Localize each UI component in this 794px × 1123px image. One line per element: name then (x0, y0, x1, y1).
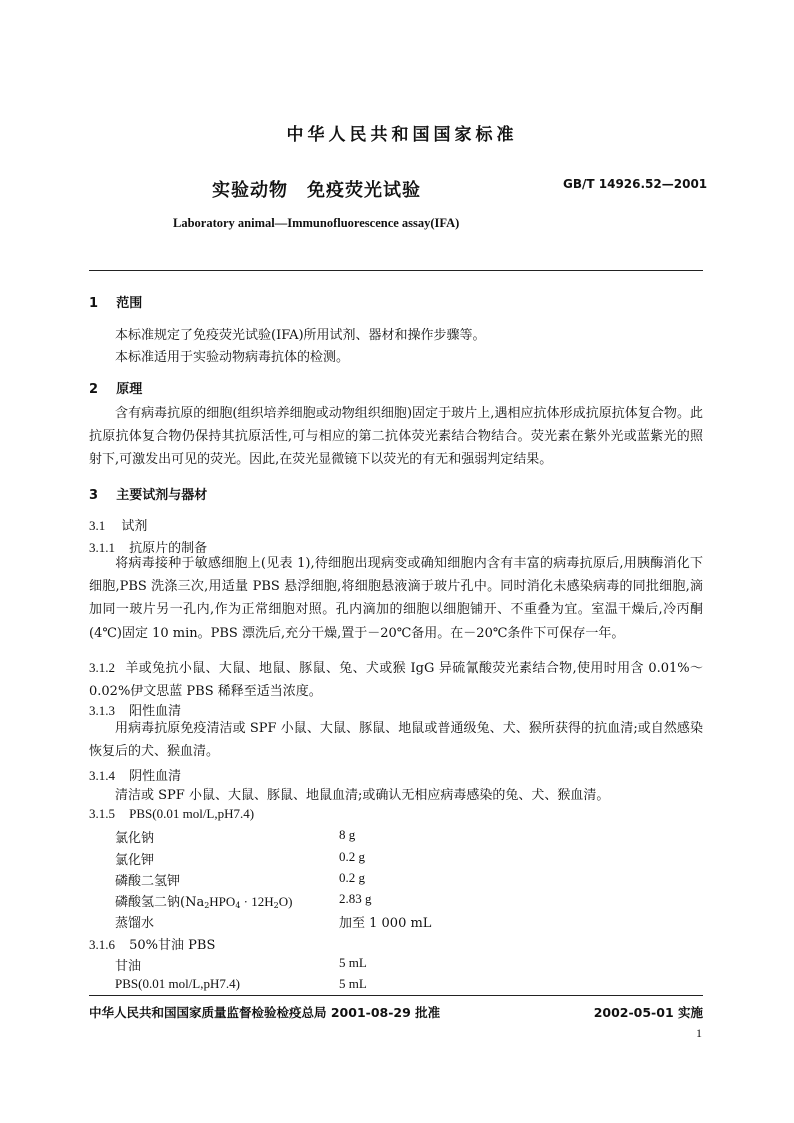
section-3-heading (89, 484, 207, 503)
recipe-item: 磷酸二氢钾 (115, 874, 181, 889)
document-title: 实验动物 免疫荧光试验 (212, 180, 421, 201)
recipe-amount: 0.2 g (339, 849, 365, 864)
page-number: 1 (696, 1026, 702, 1040)
recipe-amount: 2.83 g (339, 891, 372, 906)
clause-3-1-5: 3.1.5 PBS(0.01 mol/L,pH7.4) (89, 806, 255, 821)
english-title: Laboratory animal—Immunofluorescence assay(IFA) (173, 216, 460, 230)
section-1-paragraph: 本标准适用于实验动物病毒抗体的检测。 (115, 350, 350, 365)
clause-3-1-1: 3.1.1 抗原片的制备 (89, 540, 208, 556)
effective-date: 2002-05-01 实施 (593, 1005, 703, 1020)
clause-3-1-4: 3.1.4 阴性血清 (89, 768, 182, 784)
clause-3-1-3: 3.1.3 阳性血清 (89, 703, 182, 719)
section-number: 1 (89, 296, 99, 311)
recipe-item: 氯化钠 (115, 831, 155, 846)
recipe-item: 氯化钾 (115, 853, 155, 868)
issuer-approval: 中华人民共和国国家质量监督检验检疫总局 2001-08-29 批准 (89, 1005, 441, 1020)
recipe-amount: 5 mL (339, 976, 367, 991)
recipe-amount: 加至 1 000 mL (339, 916, 432, 931)
clause-3-1-1-paragraph: 将病毒接种于敏感细胞上(见表 1),待细胞出现病变或确知细胞内含有丰富的病毒抗原后,用胰酶消化下细胞,PBS 洗涤三次,用适量 PBS 悬浮细胞,将细胞悬液滴于玻片孔中。同时消化未感染病毒的同批细胞,滴加同一玻片另一孔内,作为正常细胞对照。孔内滴加的细胞以细胞铺开、不重叠为宜。室温干燥后,冷丙酮(4℃)固定 10 min。PBS 漂洗后,充分干燥,置于－20℃备用。在－20℃条件下可保存一年。 (89, 556, 703, 641)
standard-org: 中华人民共和国国家标准 (286, 125, 518, 145)
clause-3-1-3-paragraph: 用病毒抗原免疫清洁或 SPF 小鼠、大鼠、豚鼠、地鼠或普通级兔、犬、猴所获得的抗血清;或自然感染恢复后的犬、猴血清。 (89, 721, 703, 760)
section-title: 原理 (116, 382, 143, 397)
recipe-item: PBS(0.01 mol/L,pH7.4) (115, 976, 240, 991)
section-number: 3 (89, 488, 99, 503)
clause-3-1-6: 3.1.6 50%甘油 PBS (89, 937, 216, 953)
recipe-amount: 5 mL (339, 955, 367, 970)
recipe-amount: 8 g (339, 827, 356, 842)
section-1-heading (89, 292, 142, 311)
section-1-paragraph: 本标准规定了免疫荧光试验(IFA)所用试剂、器材和操作步骤等。 (115, 328, 486, 343)
recipe-item: 磷酸氢二钠$(Na_2HPO_4 \cdot 12H_2O)$ (115, 894, 293, 910)
recipe-amount: 0.2 g (339, 870, 365, 885)
clause-3-1-4-paragraph: 清洁或 SPF 小鼠、大鼠、豚鼠、地鼠血清;或确认无相应病毒感染的兔、犬、猴血清。 (115, 788, 610, 803)
clause-3-1-2: 3.1.2 羊或兔抗小鼠、大鼠、地鼠、豚鼠、兔、犬或猴 IgG 异硫氰酸荧光素结合物,使用时用含 0.01%～0.02%伊文思蓝 PBS 稀释至适当浓度。 (89, 660, 703, 700)
recipe-item: 蒸馏水 (115, 916, 155, 931)
section-title: 范围 (116, 296, 143, 311)
clause-3-1: 3.1 试剂 (89, 518, 148, 534)
recipe-item: 甘油 (115, 959, 142, 974)
header-rule (89, 270, 703, 271)
footer-rule (89, 995, 703, 996)
section-title: 主要试剂与器材 (116, 488, 208, 503)
section-2-paragraph: 含有病毒抗原的细胞(组织培养细胞或动物组织细胞)固定于玻片上,遇相应抗体形成抗原抗体复合物。此抗原抗体复合物仍保持其抗原活性,可与相应的第二抗体荧光素结合物结合。荧光素在紫外光或蓝紫光的照射下,可激发出可见的荧光。因此,在荧光显微镜下以荧光的有无和强弱判定结果。 (89, 406, 703, 468)
standard-code: GB/T 14926.52—2001 (563, 177, 708, 191)
section-number: 2 (89, 382, 99, 397)
section-2-heading (89, 378, 142, 397)
